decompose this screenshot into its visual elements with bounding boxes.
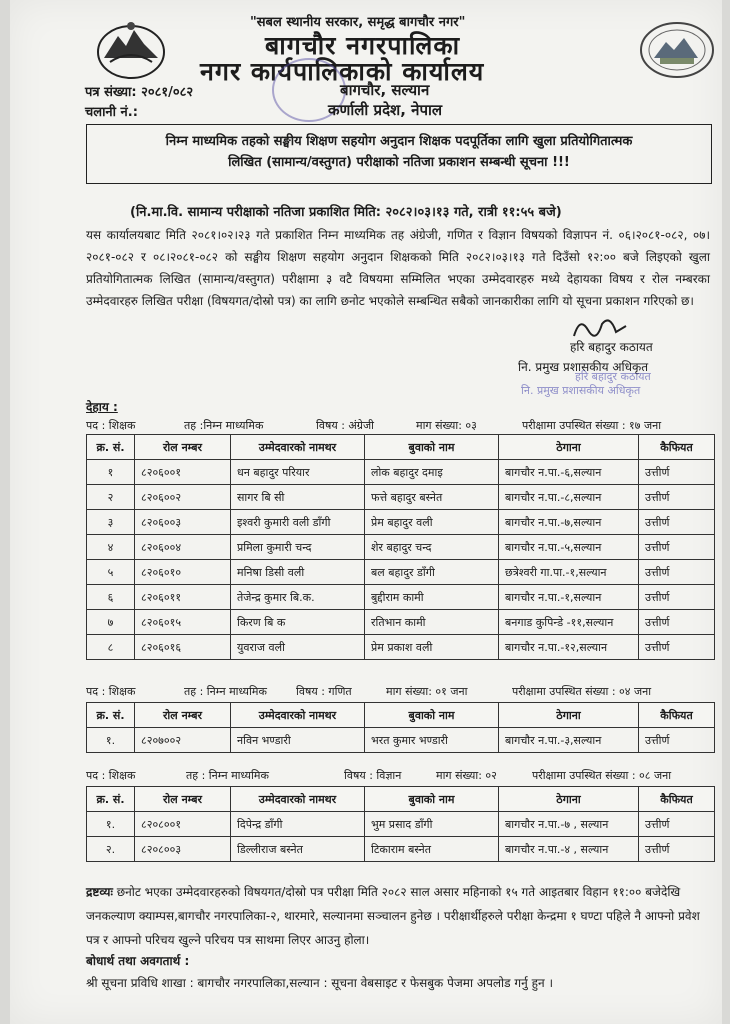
notice-body: यस कार्यालयबाट मिति २०८१।०२।२३ गते प्रकाशित निम्न माध्यमिक तह अंग्रेजी, गणित र विज्ञान विषयको विज्ञापन नं. ०६।२०८१-०८२, ०७।२०८१-०८२ र ०८।२०८१-०८२ को सङ्घीय शिक्षण सहयोग अनुदान शिक्षकको मिति २०८२।०३।१३ गते दिउँसो १२:०० बजे लिइएको खुला प्रतियोगितात्मक लिखित (सामान्य/वस्तुगत) परीक्षामा ३ वटै विषयमा सम्मिलित भएका उम्मेदवारहरु मध्ये देहायका विषय र रोल नम्बरका उम्मेदवारहरु लिखित परीक्षा (विषयगत/दोस्रो पत्र) का लागि छनोट भएकोले सम्बन्धित सबैको जानकारीका लागि यो सूचना प्रकाशन गरिएको छ।: [86, 228, 710, 308]
cc-heading: बोधार्थ तथा अवगतार्थ :: [86, 954, 190, 968]
results-table-science: [86, 786, 715, 862]
table-row: ५ ८२०६०१० मनिषा डिसी वली बल बहादुर डाँगी छत्रेश्वरी गा.पा.-१,सल्यान उत्तीर्ण: [87, 560, 715, 585]
table-row: १. ८२०७००२ नविन भण्डारी भरत कुमार भण्डारी बागचौर न.पा.-३,सल्यान उत्तीर्ण: [87, 728, 715, 753]
office-name: नगर कार्यपालिकाको कार्यालय: [200, 57, 485, 86]
table-row: १. ८२०८००१ दिपेन्द्र डाँगी भुम प्रसाद डाँगी बागचौर न.पा.-७ , सल्यान उत्तीर्ण: [87, 812, 715, 837]
table-header-row: क्र. सं. रोल नम्बर उम्मेदवारको नामथर बुवाको नाम ठेगाना कैफियत: [87, 703, 715, 728]
table-row: ३ ८२०६००३ इश्वरी कुमारी वली डाँगी प्रेम बहादुर वली बागचौर न.पा.-७,सल्यान उत्तीर्ण: [87, 510, 715, 535]
table-row: ४ ८२०६००४ प्रमिला कुमारी चन्द शेर बहादुर चन्द बागचौर न.पा.-५,सल्यान उत्तीर्ण: [87, 535, 715, 560]
notice-title-line1: निम्न माध्यमिक तहको सङ्घीय शिक्षण सहयोग अनुदान शिक्षक पदपूर्तिका लागि खुला प्रतियोगितात्मक: [165, 134, 633, 149]
table-row: २. ८२०८००३ डिल्लीराज बस्नेत टिकाराम बस्नेत बागचौर न.पा.-४ , सल्यान उत्तीर्ण: [87, 837, 715, 862]
municipality-name: बागचौर नगरपालिका: [265, 31, 461, 60]
table-row: ६ ८२०६०११ तेजेन्द्र कुमार बि.क. बुद्दीराम कामी बागचौर न.पा.-१,सल्यान उत्तीर्ण: [87, 585, 715, 610]
notice-title-line2: लिखित (सामान्य/वस्तुगत) परीक्षाको नतिजा प्रकाशन सम्बन्धी सूचना !!!: [228, 155, 570, 170]
table-header-row: क्र. सं. रोल नम्बर उम्मेदवारको नामथर बुवाको नाम ठेगाना कैफियत: [87, 435, 715, 460]
letter-number: पत्र संख्या: २०८१/०८२: [85, 85, 194, 100]
table-row: ७ ८२०६०१५ किरण बि क रतिभान कामी बनगाड कुपिन्डे -११,सल्यान उत्तीर्ण: [87, 610, 715, 635]
table-row: १ ८२०६००१ धन बहादुर परियार लोक बहादुर दमाइ बागचौर न.पा.-६,सल्यान उत्तीर्ण: [87, 460, 715, 485]
dehay-label: देहाय :: [86, 400, 118, 414]
note-label: द्रष्टव्यः: [86, 885, 113, 899]
signatory-name: हरि बहादुर कठायत: [570, 340, 653, 354]
note-paragraph: [86, 880, 714, 952]
table-row: २ ८२०६००२ सागर बि सी फत्ते बहादुर बस्नेत बागचौर न.पा.-८,सल्यान उत्तीर्ण: [87, 485, 715, 510]
dispatch-number: चलानी नं.:: [85, 105, 138, 120]
signatory-title: नि. प्रमुख प्रशासकीय अधिकृत: [518, 360, 649, 374]
notice-title-box: [86, 124, 712, 184]
address-line2: कर्णाली प्रदेश, नेपाल: [328, 101, 443, 119]
results-table-math: [86, 702, 715, 753]
signatory-stamp: हरि बहादुर कठायत नि. प्रमुख प्रशासकीय अधिकृत: [521, 370, 651, 397]
publish-date: (नि.मा.वि. सामान्य परीक्षाको नतिजा प्रकाशित मिति: २०८२।०३।१३ गते, रात्री ११:५५ बजे): [130, 205, 562, 220]
table-header-row: क्र. सं. रोल नम्बर उम्मेदवारको नामथर बुवाको नाम ठेगाना कैफियत: [87, 787, 715, 812]
letterhead: [10, 0, 722, 118]
municipality-logo-icon: [638, 20, 716, 80]
address-line1: बागचौर, सल्यान: [340, 81, 430, 99]
document-page: "सबल स्थानीय सरकार, समृद्ध बागचौर नगर" बागचौर नगरपालिका नगर कार्यपालिकाको कार्यालय पत्र संख्या: २०८१/०८२ चलानी नं.: बागचौर, सल्यान कर्णाली प्रदेश, नेपाल निम्न माध्यमिक तहको सङ्घीय शिक्षण सहयोग अनुदान शिक्षक पदपूर्तिका लागि खुला प्रतियोगितात्मक लिखित (सामान्य/वस्तुगत) परीक्षाको नतिजा प्रकाशन सम्बन्धी सूचना !!! (नि.मा.वि. सामान्य परीक्षाको नतिजा प्रकाशित मिति: २०८२।०३।१३ गते, रात्री ११:५५ बजे) यस कार्यालयबाट मिति २०८१।०२।२३ गते प्रकाशित निम्न माध्यमिक तह अंग्रेजी, गणित र विज्ञान विषयको विज्ञापन नं. ०६।२०८१-०८२, ०७।२०८१-०८२ र ०८।२०८१-०८२ को सङ्घीय शिक्षण सहयोग अनुदान शिक्षकको मिति २०८२।०३।१३ गते दिउँसो १२:०० बजे लिइएको खुला प्रतियोगितात्मक लिखित (सामान्य/वस्तुगत) परीक्षामा ३ वटै विषयमा सम्मिलित भएका उम्मेदवारहरु मध्ये देहायका विषय र रोल नम्बरका उम्मेदवारहरु लिखित परीक्षा (विषयगत/दोस्रो पत्र) का लागि छनोट भएकोले सम्बन्धित सबैको जानकारीका लागि यो सूचना प्रकाशन गरिएको छ। हरि बहादुर कठायत नि. प्रमुख प्रशासकीय अधिकृत हरि बहादुर कठायत नि. प्रमुख प्रशासकीय अधिकृत देहाय : पद : शिक्षक तह :निम्न माध्यमिक विषय : अंग्रेजी माग संख्या: ०३ परीक्षामा उपस्थित संख्या : १७ जना क्र. सं. रोल नम्बर उम्मेदवारको नामथर बुवाको नाम ठेगाना कैफियत १ ८२०६००१ धन बहादुर परियार लोक बहादुर दमाइ बागचौर न.पा.-६,सल्यान उत्तीर्ण २ ८२०६००२ सागर बि सी फत्ते बहादुर बस्नेत बागचौर न.पा.-८,सल्यान उत्तीर्ण ३ ८२०६००३ इश्वरी कुमारी वली डाँगी प्रेम बहादुर वली बागचौर न.पा.-७,सल्यान उत्तीर्ण ४ ८२०६००४ प्रमिला कुमारी चन्द शेर बहादुर चन्द बागचौर न.पा.-५,सल्यान उत्तीर्ण ५ ८२०६०१० मनिषा डिसी वली बल बहादुर डाँगी छत्रेश्वरी गा.पा.-१,सल्यान उत्तीर्ण ६ ८२०६०११ तेजेन्द्र कुमार बि.क. बुद्दीराम कामी बागचौर न.पा.-१,सल्यान उत्तीर्ण ७ ८२०६०१५ किरण बि क रतिभान कामी बनगाड कुपिन्डे -११,सल्यान उत्तीर्ण ८ ८२०६०१६ युवराज वली प्रेम प्रकाश वली बागचौर न.पा.-१२,सल्यान उत्तीर्ण पद : शिक्षक तह : निम्न माध्यमिक विषय : गणित माग संख्या: ०१ जना परीक्षामा उपस्थित संख्या : ०४ जना क्र. सं. रोल नम्बर उम्मेदवारको नामथर बुवाको नाम ठेगाना कैफियत १. ८२०७००२ नविन भण्डारी भरत कुमार भण्डारी बागचौर न.पा.-३,सल्यान उत्तीर्ण पद : शिक्षक तह : निम्न माध्यमिक विषय : विज्ञान माग संख्या: ०२ परीक्षामा उपस्थित संख्या : ०८ जना क्र. सं. रोल नम्बर उम्मेदवारको नामथर बुवाको नाम ठेगाना कैफियत १. ८२०८००१ दिपेन्द्र डाँगी भुम प्रसाद डाँगी बागचौर न.पा.-७ , सल्यान उत्तीर्ण २. ८२०८००३ डिल्लीराज बस्नेत टिकाराम बस्नेत बागचौर न.पा.-४ , सल्यान उत्तीर्ण द्रष्टव्यः छनोट भएका उम्मेदवारहरुको विषयगत/दोस्रो पत्र परीक्षा मिति २०८२ साल असार महिनाको १५ गते आइतबार विहान ११:०० बजेदेखि जनकल्याण क्याम्पस,बागचौर नगरपालिका-२, थारमारे, सल्यानमा सञ्चालन हुनेछ । परीक्षार्थीहरुले परीक्षा केन्द्रमा १ घण्टा पहिले नै आफ्नो प्रवेश पत्र र आफ्नो परिचय खुल्ने परिचय पत्र साथमा लिएर आउनु होला। बोधार्थ तथा अवगतार्थ : श्री सूचना प्रविधि शाखा : बागचौर नगरपालिका,सल्यान : सूचना वेबसाइट र फेसबुक पेजमा अपलोड गर्नु हुन ।: [10, 0, 722, 1024]
cc-line: श्री सूचना प्रविधि शाखा : बागचौर नगरपालिका,सल्यान : सूचना वेबसाइट र फेसबुक पेजमा अपलोड गर्नु हुन ।: [86, 976, 553, 990]
note-text: छनोट भएका उम्मेदवारहरुको विषयगत/दोस्रो पत्र परीक्षा मिति २०८२ साल असार महिनाको १५ गते आइतबार विहान ११:०० बजेदेखि जनकल्याण क्याम्पस,बागचौर नगरपालिका-२, थारमारे, सल्यानमा सञ्चालन हुनेछ । परीक्षार्थीहरुले परीक्षा केन्द्रमा १ घण्टा पहिले नै आफ्नो प्रवेश पत्र र आफ्नो परिचय खुल्ने परिचय पत्र साथमा लिएर आउनु होला।: [86, 885, 700, 947]
nepal-emblem-icon: [96, 18, 166, 80]
results-table-english: [86, 434, 715, 660]
table-row: ८ ८२०६०१६ युवराज वली प्रेम प्रकाश वली बागचौर न.पा.-१२,सल्यान उत्तीर्ण: [87, 635, 715, 660]
slogan: "सबल स्थानीय सरकार, समृद्ध बागचौर नगर": [250, 15, 466, 30]
